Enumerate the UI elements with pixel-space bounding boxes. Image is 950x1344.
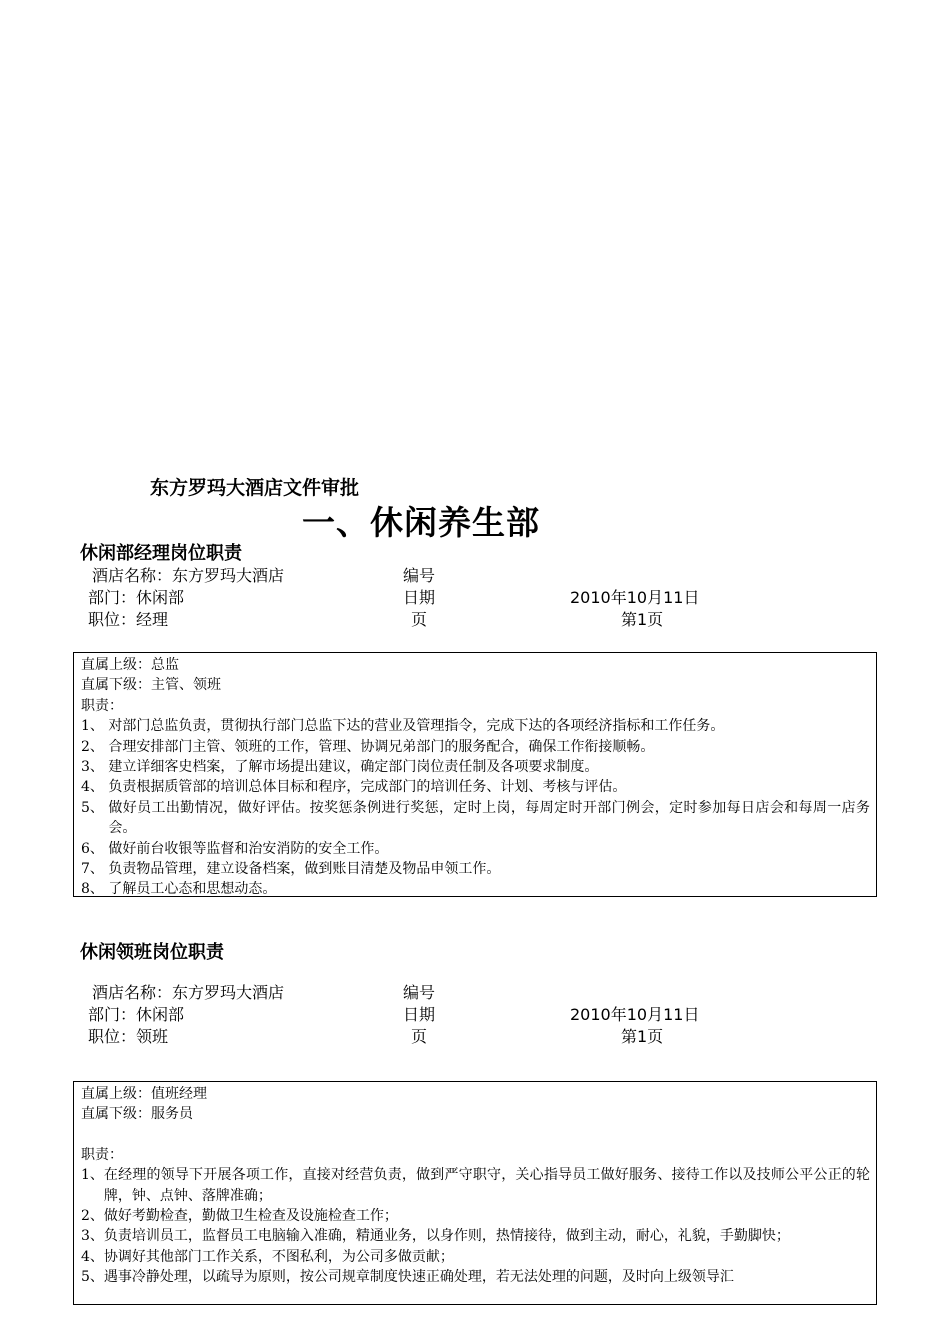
hotel-name: 酒店名称：东方罗玛大酒店 — [92, 566, 285, 585]
date-value: 2010年10月11日 — [570, 1005, 700, 1024]
subordinate: 直属下级：主管、领班 — [81, 677, 221, 694]
duty-item: 2、 做好考勤检查，勤做卫生检查及设施检查工作； — [81, 1208, 398, 1225]
duty-item: 6、 做好前台收银等监督和治安消防的安全工作。 — [81, 840, 389, 857]
duties-box-supervisor — [73, 1081, 877, 1305]
page-value: 第1页 — [621, 610, 664, 629]
duty-item: 5、 做好员工出勤情况，做好评估。按奖惩条例进行奖惩，定时上岗，每周定时开部门例会，定时参加每日店会和每周一店务会。 — [81, 799, 870, 837]
page-label: 页 — [411, 1027, 428, 1046]
page-label: 页 — [411, 610, 428, 629]
date-label: 日期 — [403, 588, 436, 607]
section-title: 一、休闲养生部 — [302, 503, 540, 542]
duty-item: 4、 协调好其他部门工作关系，不图私利，为公司多做贡献； — [81, 1248, 454, 1265]
date-value: 2010年10月11日 — [570, 588, 700, 607]
duty-item: 3、 负责培训员工，监督员工电脑输入准确，精通业务，以身作则，热情接待，做到主动，耐心，礼貌，手勤脚快； — [81, 1228, 790, 1245]
date-label: 日期 — [403, 1005, 436, 1024]
duty-item: 7、 负责物品管理，建立设备档案，做到账目清楚及物品申领工作。 — [81, 861, 501, 878]
duty-item: 2、 合理安排部门主管、领班的工作，管理、协调兄弟部门的服务配合，确保工作衔接顺畅。 — [81, 738, 655, 755]
duty-item: 8、 了解员工心态和思想动态。 — [81, 881, 277, 897]
approval-title: 东方罗玛大酒店文件审批 — [150, 477, 360, 499]
superior: 直属上级：值班经理 — [81, 1086, 207, 1102]
code-label: 编号 — [403, 566, 436, 585]
job-title-manager: 休闲部经理岗位职责 — [80, 543, 242, 564]
page-value: 第1页 — [621, 1027, 664, 1046]
job-title-supervisor: 休闲领班岗位职责 — [80, 942, 224, 963]
duties-box-manager — [73, 652, 877, 897]
position: 职位：领班 — [88, 1027, 169, 1046]
subordinate: 直属下级：服务员 — [81, 1106, 193, 1123]
department: 部门：休闲部 — [88, 588, 185, 607]
duty-item: 1、 在经理的领导下开展各项工作，直接对经营负责，做到严守职守，关心指导员工做好服务、接待工作以及技师公平公正的轮牌，钟、点钟、落牌准确； — [81, 1167, 870, 1204]
duty-label: 职责： — [81, 697, 123, 714]
blank-line — [81, 1125, 870, 1145]
duty-item: 3、 建立详细客史档案，了解市场提出建议，确定部门岗位责任制及各项要求制度。 — [81, 759, 599, 776]
department: 部门：休闲部 — [88, 1005, 185, 1024]
duty-item: 5、 遇事冷静处理，以疏导为原则，按公司规章制度快速正确处理，若无法处理的问题，及时向上级领导汇 — [81, 1269, 734, 1286]
superior: 直属上级：总监 — [81, 657, 179, 673]
position: 职位：经理 — [88, 610, 169, 629]
code-label: 编号 — [403, 983, 436, 1002]
duty-label: 职责： — [81, 1146, 123, 1163]
hotel-name: 酒店名称：东方罗玛大酒店 — [92, 983, 285, 1002]
duty-item: 1、 对部门总监负责，贯彻执行部门总监下达的营业及管理指令，完成下达的各项经济指标和工作任务。 — [81, 718, 725, 735]
duty-item: 4、 负责根据质管部的培训总体目标和程序，完成部门的培训任务、计划、考核与评估。 — [81, 779, 627, 796]
